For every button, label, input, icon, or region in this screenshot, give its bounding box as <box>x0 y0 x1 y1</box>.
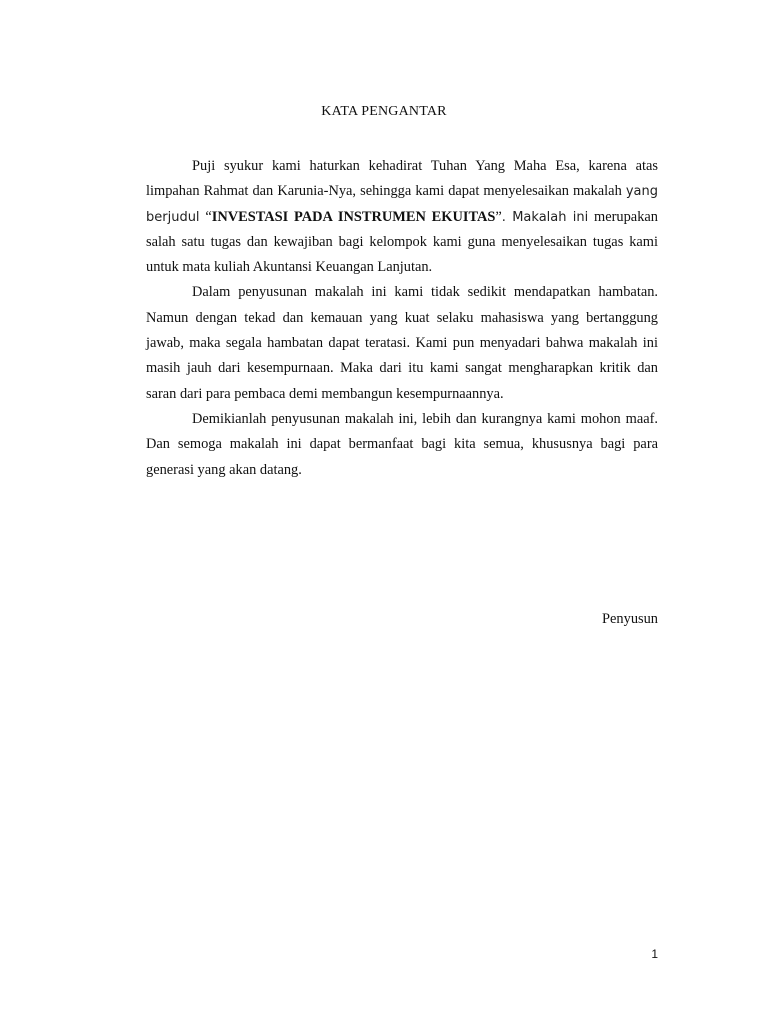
paragraph-1-text-start: Puji syukur kami haturkan kehadirat Tuhan Yang Maha Esa, karena atas limpahan Rahmat dan Karunia-Nya, sehingga kami dapat menyelesaikan makalah <box>146 158 658 200</box>
paragraph-1 <box>146 154 658 280</box>
body-text <box>146 154 658 483</box>
paragraph-1-quote-open: “ <box>199 208 212 225</box>
paragraph-1-sans-text-end: . Makalah ini <box>501 209 589 225</box>
page-number: 1 <box>651 947 658 961</box>
paper-title-emphasis: INVESTASI PADA INSTRUMEN EKUITAS <box>211 208 496 225</box>
paragraph-2: Dalam penyusunan makalah ini kami tidak sedikit mendapatkan hambatan. Namun dengan tekad dan kemauan yang kuat selaku mahasiswa yang bertanggung jawab, maka segala hambatan dapat teratasi. Kami pun menyadari bahwa makalah ini masih jauh dari kesempurnaan. Maka dari itu kami sangat mengharapkan kritik dan saran dari para pembaca demi membangun kesempurnaannya. <box>146 284 658 402</box>
paragraph-1-sans-text-start: yang berjudul <box>146 184 658 225</box>
page-title: KATA PENGANTAR <box>321 104 447 119</box>
signature-label: Penyusun <box>602 611 658 627</box>
paragraph-1-quote-close: ” <box>495 208 502 225</box>
paragraph-3: Demikianlah penyusunan makalah ini, lebih dan kurangnya kami mohon maaf. Dan semoga makalah ini dapat bermanfaat bagi kita semua, khususnya bagi para generasi yang akan datang. <box>146 410 658 478</box>
paragraph-1-text-end: merupakan salah satu tugas dan kewajiban bagi kelompok kami guna menyelesaikan tugas kami untuk mata kuliah Akuntansi Keuangan Lanjutan. <box>146 208 658 276</box>
